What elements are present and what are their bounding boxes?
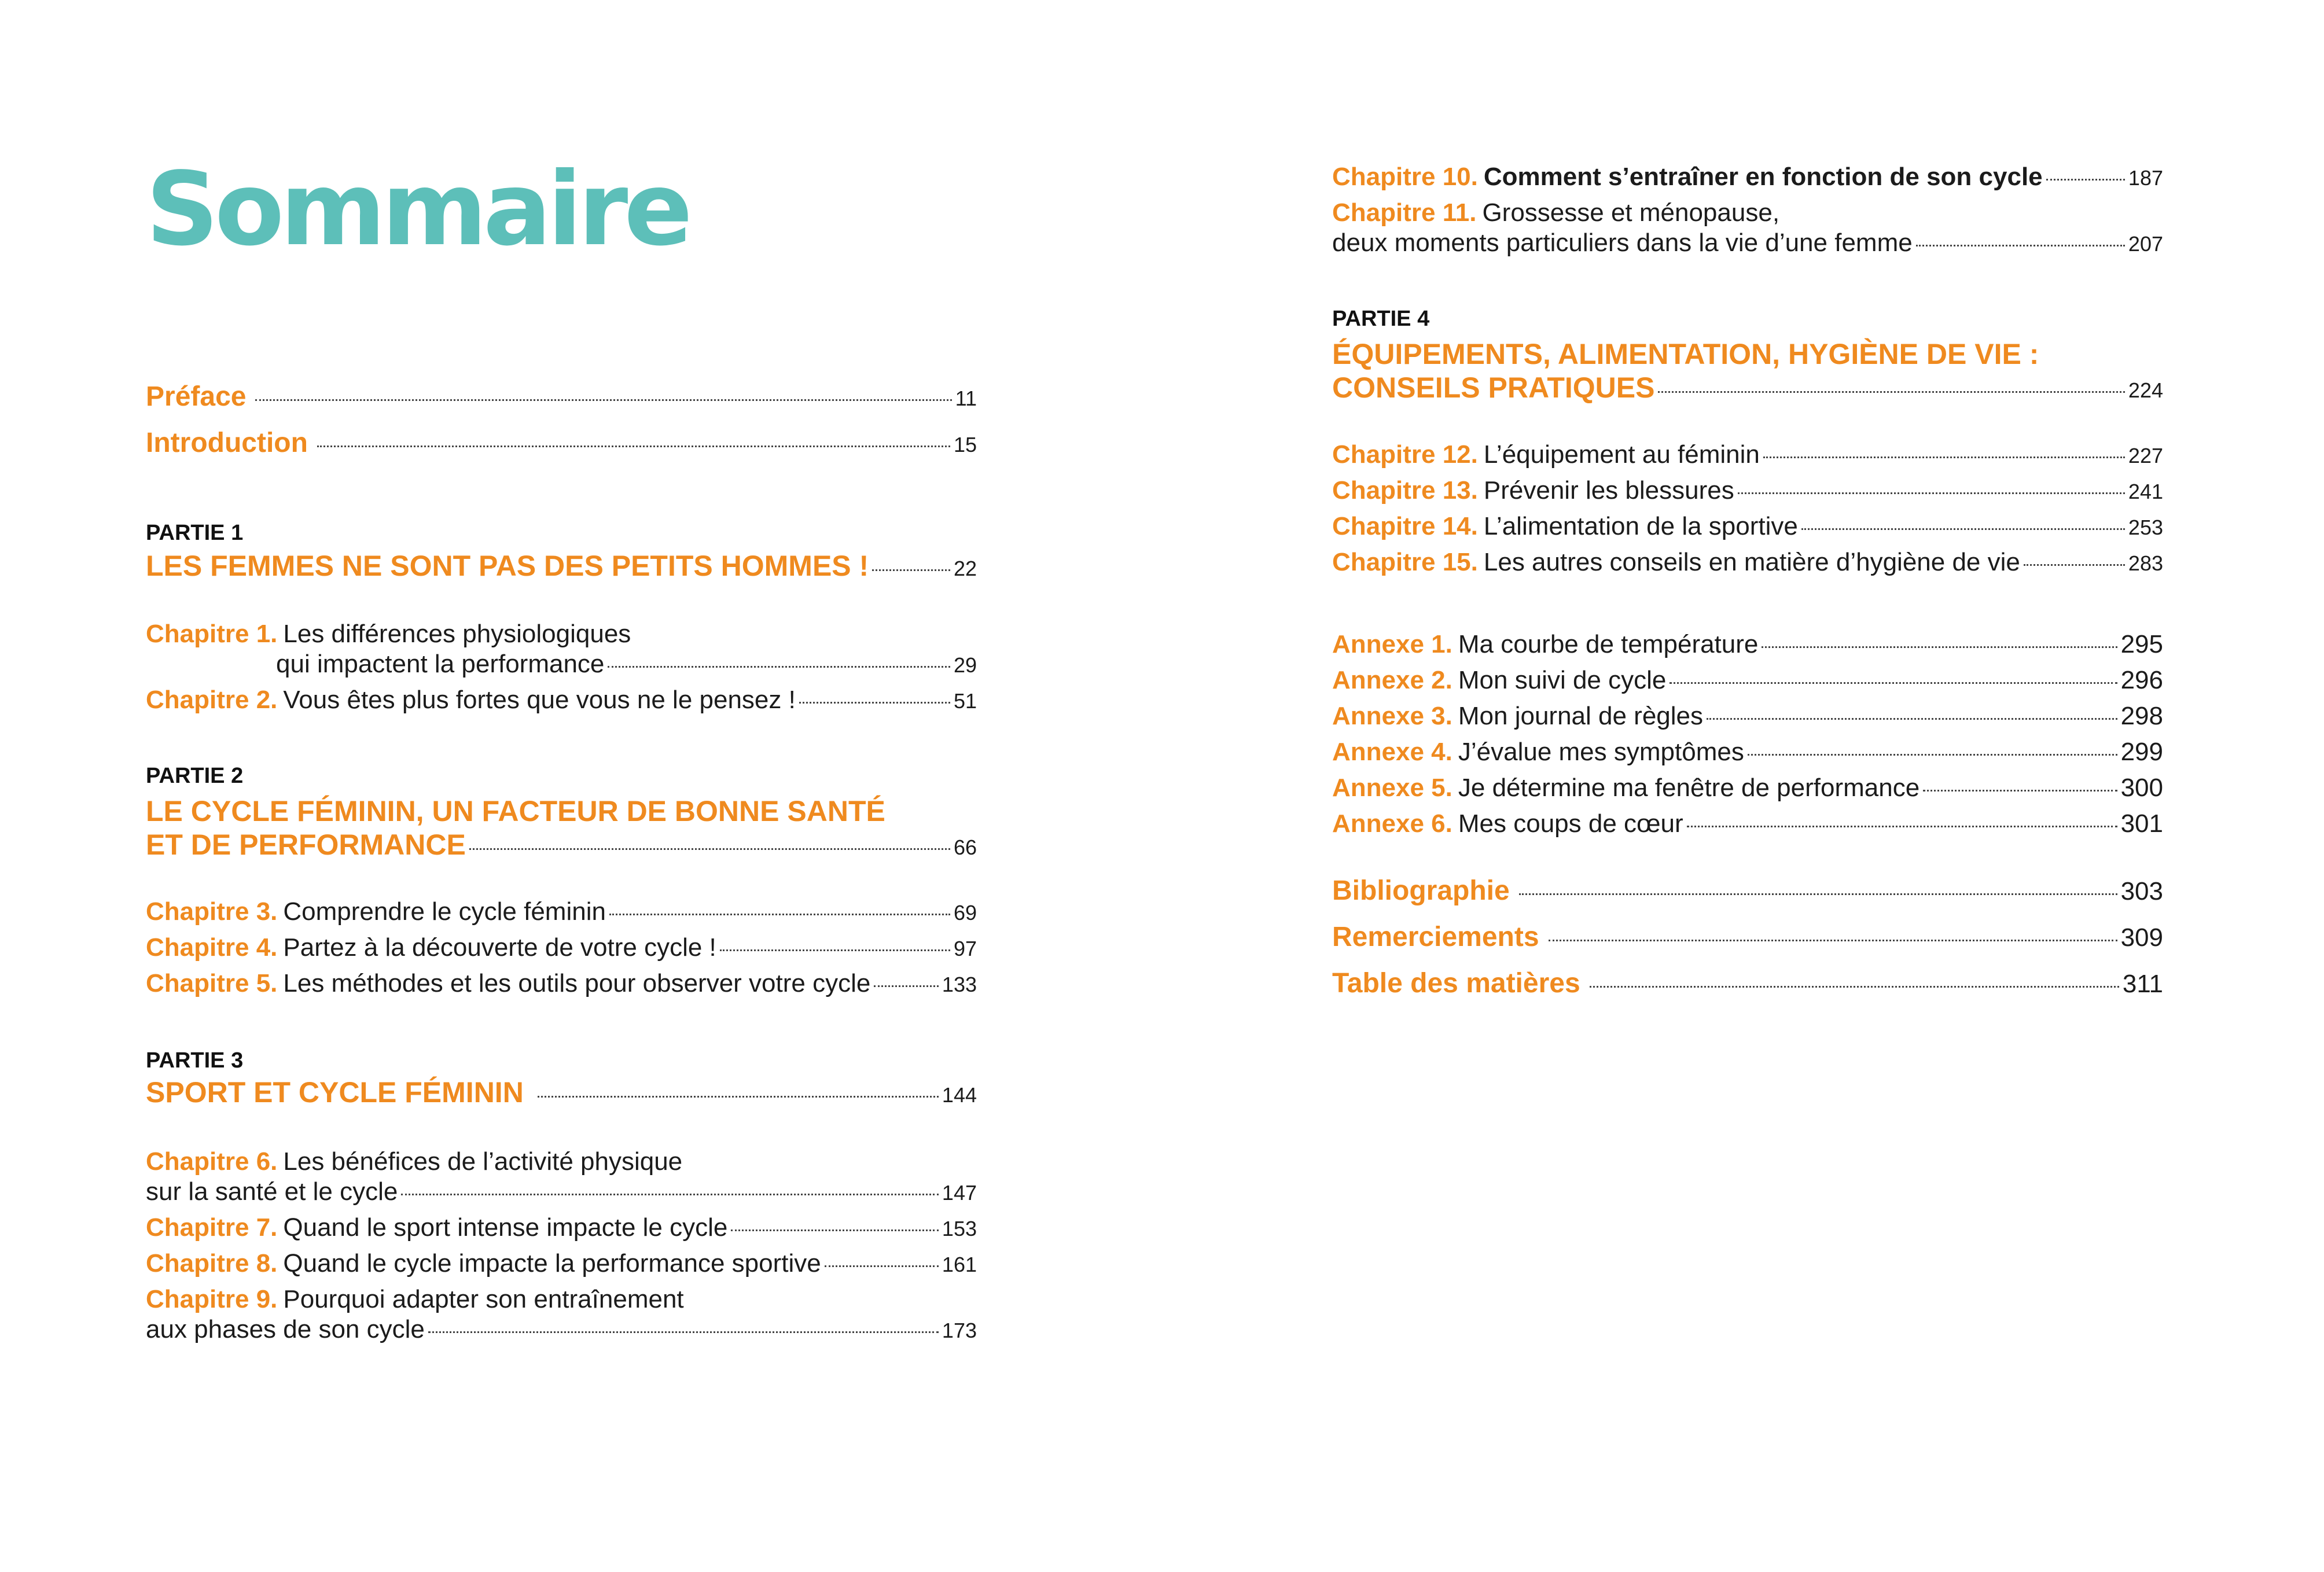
chapitre-label: Chapitre 10. <box>1332 163 1478 191</box>
dot-leader <box>1748 754 2117 756</box>
chapitre-6-first-line[interactable] <box>146 1147 682 1177</box>
chapitre-label: Chapitre 6. <box>146 1147 278 1176</box>
toc-chapitre-5[interactable] <box>146 969 977 1000</box>
chapitre-9-first-line[interactable] <box>146 1284 684 1315</box>
chapitre-text: qui impactent la performance <box>276 650 605 678</box>
annexe-label: Annexe 3. <box>1332 702 1452 730</box>
chapitre-text: Grossesse et ménopause, <box>1482 198 1780 227</box>
chapitre-text: Quand le cycle impacte la performance sportive <box>283 1249 821 1278</box>
chapitre-label: Chapitre 7. <box>146 1213 278 1242</box>
chapitre-text: L’alimentation de la sportive <box>1483 512 1798 540</box>
partie-4-title-line1: ÉQUIPEMENTS, ALIMENTATION, HYGIÈNE DE VIE : <box>1332 338 2039 370</box>
page-number: 298 <box>2120 702 2163 730</box>
toc-chapitre-1[interactable] <box>276 649 977 680</box>
toc-partie-1[interactable] <box>146 551 977 584</box>
toc-annexe-1[interactable] <box>1332 629 2163 660</box>
toc-partie-4[interactable] <box>1332 373 2163 406</box>
chapitre-label: Chapitre 12. <box>1332 440 1478 469</box>
dot-leader <box>317 446 950 447</box>
chapitre-text: aux phases de son cycle <box>146 1315 425 1343</box>
page-number: 15 <box>953 433 977 456</box>
page-number: 69 <box>953 901 977 925</box>
dot-leader <box>1763 456 2125 458</box>
chapitre-label: Chapitre 1. <box>146 620 278 648</box>
annexe-label: Annexe 2. <box>1332 666 1452 694</box>
chapitre-label: Chapitre 3. <box>146 897 278 926</box>
dot-leader <box>1687 826 2117 827</box>
toc-partie-2[interactable] <box>146 830 977 863</box>
annexe-label: Annexe 6. <box>1332 809 1452 838</box>
annexe-text: Je détermine ma fenêtre de performance <box>1458 774 1920 802</box>
page-number: 22 <box>953 557 977 580</box>
page-number: 283 <box>2128 551 2163 575</box>
dot-leader <box>538 1096 939 1098</box>
chapitre-text: Les autres conseils en matière d’hygiène de vie <box>1483 548 2020 576</box>
dot-leader <box>1519 893 2117 895</box>
chapitre-text: Quand le sport intense impacte le cycle <box>283 1213 728 1242</box>
dot-leader <box>720 949 950 951</box>
page-number: 299 <box>2120 738 2163 766</box>
introduction-label: Introduction <box>146 428 308 458</box>
chapitre-text: Comprendre le cycle féminin <box>283 897 606 926</box>
partie-2-heading: PARTIE 2 <box>146 764 244 788</box>
page-number: 241 <box>2128 480 2163 503</box>
chapitre-text: Prévenir les blessures <box>1483 476 1734 505</box>
annexe-label: Annexe 5. <box>1332 774 1452 802</box>
page-number: 187 <box>2128 166 2163 190</box>
page-number: 295 <box>2120 630 2163 658</box>
dot-leader <box>1916 245 2125 246</box>
annexe-label: Annexe 1. <box>1332 630 1452 658</box>
toc-partie-3[interactable] <box>146 1077 977 1110</box>
chapitre-text: L’équipement au féminin <box>1483 440 1760 469</box>
dot-leader <box>1923 790 2117 791</box>
toc-chapitre-15[interactable] <box>1332 547 2163 579</box>
toc-chapitre-14[interactable] <box>1332 511 2163 543</box>
page-number: 147 <box>942 1181 977 1205</box>
partie-3-heading: PARTIE 3 <box>146 1048 244 1073</box>
page-number: 66 <box>953 835 977 859</box>
partie-4-heading: PARTIE 4 <box>1332 307 1430 331</box>
dot-leader <box>1590 986 2119 988</box>
partie-2-title-line2: ET DE PERFORMANCE <box>146 829 466 861</box>
chapitre-label: Chapitre 9. <box>146 1285 278 1313</box>
dot-leader <box>1707 718 2117 720</box>
dot-leader <box>874 985 939 987</box>
chapitre-label: Chapitre 4. <box>146 933 278 962</box>
toc-table-des-matieres[interactable] <box>1332 969 2163 999</box>
page-number: 51 <box>953 689 977 713</box>
toc-annexe-2[interactable] <box>1332 665 2163 695</box>
chapitre-text: Vous êtes plus fortes que vous ne le pensez ! <box>283 686 796 714</box>
preface-label: Préface <box>146 381 247 412</box>
annexe-text: Ma courbe de température <box>1458 630 1759 658</box>
toc-annexe-5[interactable] <box>1332 773 2163 803</box>
partie-3-title: SPORT ET CYCLE FÉMININ <box>146 1076 524 1109</box>
toc-introduction[interactable] <box>146 428 977 460</box>
dot-leader <box>1738 492 2125 494</box>
toc-chapitre-9[interactable] <box>146 1315 977 1346</box>
toc-annexe-3[interactable] <box>1332 701 2163 731</box>
chapitre-text: deux moments particuliers dans la vie d’une femme <box>1332 229 1913 257</box>
dot-leader <box>1549 940 2117 941</box>
bibliographie-label: Bibliographie <box>1332 875 1510 906</box>
page-title: Sommaire <box>146 151 689 268</box>
partie-1-title: LES FEMMES NE SONT PAS DES PETITS HOMMES ! <box>146 550 869 582</box>
dot-leader <box>799 702 950 704</box>
dot-leader <box>609 914 950 915</box>
toc-annexe-6[interactable] <box>1332 809 2163 839</box>
toc-chapitre-6[interactable] <box>146 1177 977 1208</box>
page-number: 133 <box>942 973 977 996</box>
partie-4-title-line2: CONSEILS PRATIQUES <box>1332 371 1655 404</box>
chapitre-11-first-line[interactable] <box>1332 198 1779 228</box>
dot-leader <box>469 848 950 850</box>
toc-chapitre-4[interactable] <box>146 933 977 964</box>
page-number: 300 <box>2120 774 2163 802</box>
dot-leader <box>2046 179 2125 181</box>
page-number: 303 <box>2120 877 2163 905</box>
chapitre-text: Pourquoi adapter son entraînement <box>283 1285 684 1313</box>
dot-leader <box>1801 528 2125 530</box>
page-number: 161 <box>942 1253 977 1276</box>
dot-leader <box>608 666 950 668</box>
dot-leader <box>2024 564 2125 566</box>
toc-chapitre-13[interactable] <box>1332 476 2163 507</box>
page-number: 227 <box>2128 444 2163 467</box>
page-number: 97 <box>953 937 977 960</box>
remerciements-label: Remerciements <box>1332 922 1539 952</box>
dot-leader <box>401 1194 939 1195</box>
toc-preface[interactable] <box>146 382 977 414</box>
page-number: 11 <box>955 386 977 410</box>
chapitre-label: Chapitre 13. <box>1332 476 1478 505</box>
dot-leader <box>1658 391 2124 393</box>
chapitre-label: Chapitre 5. <box>146 969 278 997</box>
dot-leader <box>428 1331 939 1333</box>
chapitre-label: Chapitre 15. <box>1332 548 1478 576</box>
annexe-text: Mes coups de cœur <box>1458 809 1683 838</box>
chapitre-label: Chapitre 2. <box>146 686 278 714</box>
chapitre-text: Comment s’entraîner en fonction de son cycle <box>1483 163 2043 191</box>
dot-leader <box>825 1265 939 1267</box>
dot-leader <box>1762 646 2117 648</box>
toc-chapitre-10[interactable] <box>1332 162 2163 193</box>
dot-leader <box>1670 682 2117 684</box>
page-number: 253 <box>2128 516 2163 539</box>
page-number: 296 <box>2120 666 2163 694</box>
chapitre-text: Les bénéfices de l’activité physique <box>283 1147 683 1176</box>
table-label: Table des matières <box>1332 968 1580 999</box>
partie-1-heading: PARTIE 1 <box>146 521 244 545</box>
page-number: 29 <box>953 653 977 677</box>
chapitre-text: Les différences physiologiques <box>283 620 631 648</box>
chapitre-label: Chapitre 8. <box>146 1249 278 1278</box>
chapitre-1-first-line[interactable] <box>146 619 631 649</box>
page-number: 153 <box>942 1217 977 1240</box>
chapitre-text: Les méthodes et les outils pour observer votre cycle <box>283 969 871 997</box>
toc-remerciements[interactable] <box>1332 922 2163 953</box>
annexe-label: Annexe 4. <box>1332 738 1452 766</box>
page-number: 309 <box>2120 923 2163 952</box>
toc-chapitre-7[interactable] <box>146 1213 977 1244</box>
page-number: 144 <box>942 1083 977 1107</box>
dot-leader <box>872 569 950 571</box>
dot-leader <box>731 1229 939 1231</box>
toc-annexe-4[interactable] <box>1332 737 2163 767</box>
chapitre-label: Chapitre 11. <box>1332 198 1477 227</box>
toc-chapitre-12[interactable] <box>1332 440 2163 471</box>
dot-leader <box>255 399 951 401</box>
partie-2-title-line1: LE CYCLE FÉMININ, UN FACTEUR DE BONNE SANTÉ <box>146 795 885 827</box>
page-number: 224 <box>2128 378 2163 402</box>
annexe-text: Mon journal de règles <box>1458 702 1704 730</box>
chapitre-label: Chapitre 14. <box>1332 512 1478 540</box>
toc-chapitre-8[interactable] <box>146 1249 977 1280</box>
chapitre-text: sur la santé et le cycle <box>146 1177 398 1206</box>
toc-bibliographie[interactable] <box>1332 876 2163 907</box>
toc-chapitre-3[interactable] <box>146 897 977 928</box>
annexe-text: Mon suivi de cycle <box>1458 666 1667 694</box>
toc-chapitre-2[interactable] <box>146 685 977 716</box>
annexe-text: J’évalue mes symptômes <box>1458 738 1744 766</box>
page-number: 207 <box>2128 232 2163 256</box>
page-number: 311 <box>2122 970 2163 998</box>
chapitre-text: Partez à la découverte de votre cycle ! <box>283 933 716 962</box>
toc-chapitre-11[interactable] <box>1332 228 2163 259</box>
page-number: 173 <box>942 1319 977 1342</box>
page-number: 301 <box>2120 809 2163 838</box>
